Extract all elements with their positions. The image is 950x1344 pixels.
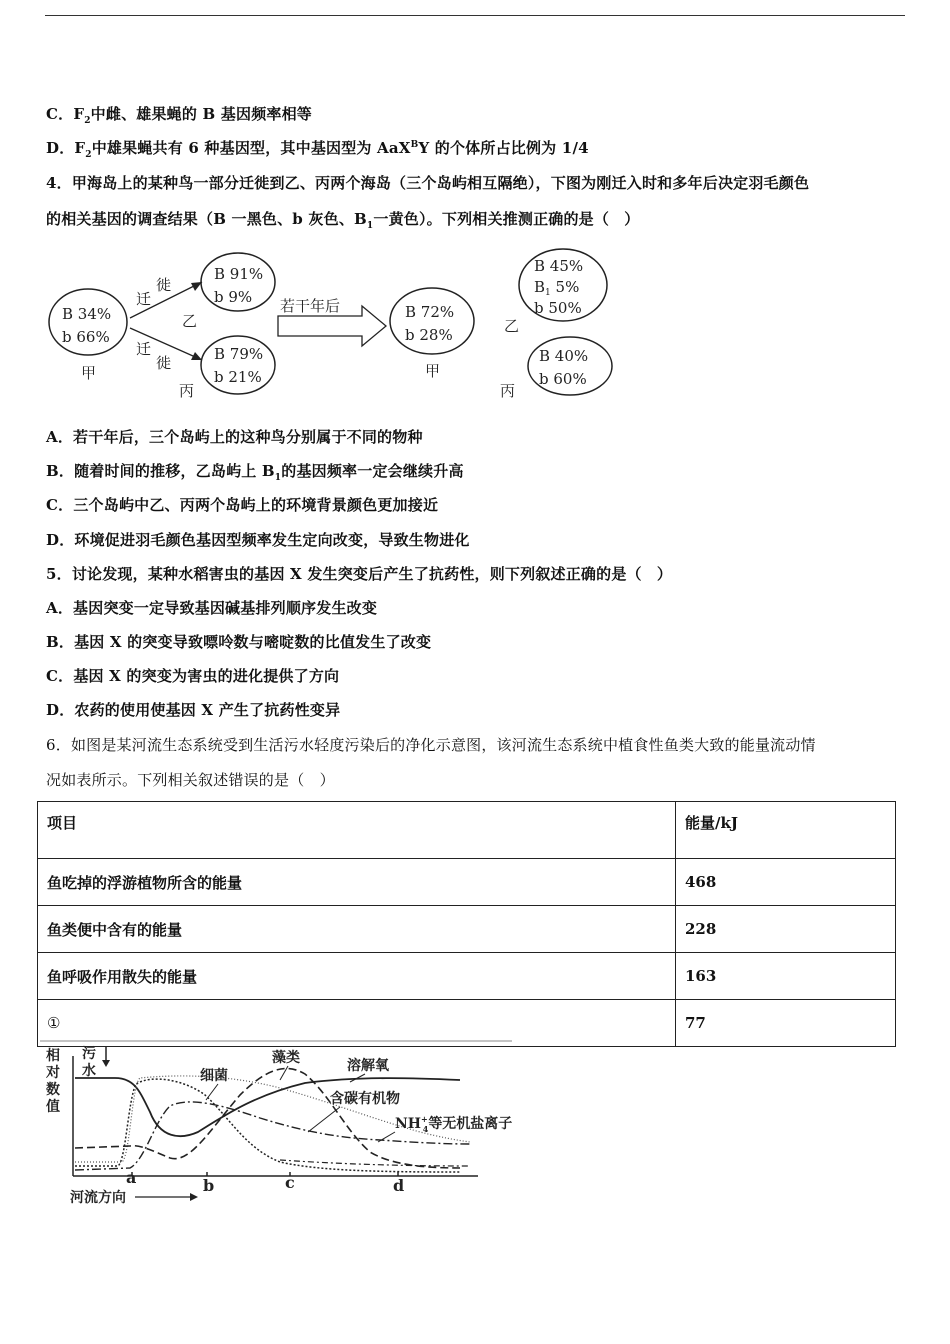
table-cell: 77 bbox=[676, 1000, 896, 1047]
table-cell: 468 bbox=[676, 859, 896, 906]
jia-initial-B: B 34% bbox=[62, 305, 112, 323]
bing-later-b: b 60% bbox=[539, 370, 587, 388]
y-label-2: 对 bbox=[46, 1065, 60, 1081]
migrate-bottom-2: 徙 bbox=[156, 354, 172, 372]
sewage-label-2: 水 bbox=[82, 1063, 96, 1079]
jia-later-b: b 28% bbox=[405, 326, 453, 344]
label-carbon: 含碳有机物 bbox=[330, 1091, 400, 1107]
y-label-3: 数 bbox=[46, 1082, 60, 1098]
label-bacteria: 细菌 bbox=[200, 1068, 228, 1084]
q4-diagram bbox=[40, 246, 620, 406]
q5-stem: 5．讨论发现，某种水稻害虫的基因 X 发生突变后产生了抗药性，则下列叙述正确的是（ ） bbox=[46, 565, 673, 583]
q5-option-c: C．基因 X 的突变为害虫的进化提供了方向 bbox=[46, 667, 340, 685]
yi-initial-b: b 9% bbox=[214, 288, 253, 306]
table-cell: 鱼呼吸作用散失的能量 bbox=[38, 953, 676, 1000]
bing-later-B: B 40% bbox=[539, 347, 589, 365]
time-arrow-label: 若干年后 bbox=[280, 297, 341, 315]
point-b: b bbox=[203, 1176, 215, 1195]
q4-option-a: A．若干年后，三个岛屿上的这种鸟分别属于不同的物种 bbox=[46, 428, 423, 446]
migrate-top-2: 徙 bbox=[156, 276, 172, 294]
table-cell: 228 bbox=[676, 906, 896, 953]
bing-later-label: 丙 bbox=[500, 382, 516, 400]
label-nh4: NH+ 4等无机盐离子 bbox=[395, 1114, 513, 1134]
jia-initial-label: 甲 bbox=[81, 364, 97, 382]
table-row bbox=[38, 859, 896, 906]
energy-table bbox=[37, 801, 896, 1047]
q4-stem-line1: 4．甲海岛上的某种鸟一部分迁徙到乙、丙两个海岛（三个岛屿相互隔绝），下图为刚迁入时和多年后决定羽毛颜色 bbox=[46, 174, 810, 192]
q3-option-d: D．$F_2$中雄果蝇共有 6 种基因型，其中基因型为 AaX$^B$Y 的个体所占比例为 1/4 bbox=[46, 139, 589, 160]
table-cell: ① bbox=[38, 1000, 676, 1047]
table-cell: 163 bbox=[676, 953, 896, 1000]
q3-option-c: C．$F_2$中雌、雄果蝇的 B 基因频率相等 bbox=[46, 105, 312, 126]
jia-later-label: 甲 bbox=[425, 362, 441, 380]
jia-later-B: B 72% bbox=[405, 303, 455, 321]
table-cell: 鱼类便中含有的能量 bbox=[38, 906, 676, 953]
point-d: d bbox=[393, 1176, 405, 1195]
yi-initial-label: 乙 bbox=[182, 312, 198, 330]
sewage-label-1: 污 bbox=[82, 1046, 96, 1062]
q5-option-b: B．基因 X 的突变导致嘌呤数与嘧啶数的比值发生了改变 bbox=[46, 633, 432, 651]
y-label-4: 值 bbox=[46, 1099, 60, 1115]
table-header-row bbox=[38, 802, 896, 859]
migrate-top-1: 迁 bbox=[136, 290, 152, 308]
yi-later-label: 乙 bbox=[504, 317, 520, 335]
jia-later-ellipse bbox=[390, 288, 474, 354]
q4-option-b: B．随着时间的推移，乙岛屿上 $B_1$的基因频率一定会继续升高 bbox=[46, 462, 464, 483]
y-label-1: 相 bbox=[46, 1048, 60, 1064]
q5-option-a: A．基因突变一定导致基因碱基排列顺序发生改变 bbox=[46, 599, 378, 617]
yi-later-B1: $B_1$ 5% bbox=[534, 278, 580, 298]
migrate-bottom-1: 迁 bbox=[136, 340, 152, 358]
jia-initial-b: b 66% bbox=[62, 328, 110, 346]
x-axis-label: 河流方向 bbox=[70, 1190, 126, 1206]
point-c: c bbox=[285, 1173, 295, 1192]
yi-later-b: b 50% bbox=[534, 299, 582, 317]
q6-stem-line2: 况如表所示。下列相关叙述错误的是（ ） bbox=[46, 771, 335, 789]
q4-option-d: D．环境促进羽毛颜色基因型频率发生定向改变，导致生物进化 bbox=[46, 531, 470, 549]
q6-stem-line1: 6．如图是某河流生态系统受到生活污水轻度污染后的净化示意图，该河流生态系统中植食性鱼类大致的能量流动情 bbox=[46, 736, 816, 754]
table-cell: 鱼吃掉的浮游植物所含的能量 bbox=[38, 859, 676, 906]
table-row bbox=[38, 953, 896, 1000]
label-oxygen: 溶解氧 bbox=[347, 1058, 389, 1074]
q4-stem-line2: 的相关基因的调查结果（B 一黑色、b 灰色、$B_1$一黄色）。下列相关推测正确的是（ ） bbox=[46, 210, 640, 231]
bing-initial-B: B 79% bbox=[214, 345, 264, 363]
bing-initial-label: 丙 bbox=[179, 382, 195, 400]
bing-initial-b: b 21% bbox=[214, 368, 262, 386]
yi-initial-B: B 91% bbox=[214, 265, 264, 283]
q5-option-d: D．农药的使用使基因 X 产生了抗药性变异 bbox=[46, 701, 341, 719]
nh4-curve bbox=[75, 1102, 470, 1170]
river-graph bbox=[40, 1040, 520, 1210]
q4-option-c: C．三个岛屿中乙、丙两个岛屿上的环境背景颜色更加接近 bbox=[46, 496, 439, 514]
table-header-item: 项目 bbox=[38, 802, 676, 859]
yi-later-B: B 45% bbox=[534, 257, 584, 275]
point-a: a bbox=[126, 1168, 137, 1187]
table-row bbox=[38, 906, 896, 953]
label-algae: 藻类 bbox=[272, 1050, 300, 1066]
top-rule bbox=[45, 15, 905, 16]
table-header-energy: 能量/kJ bbox=[676, 802, 896, 859]
